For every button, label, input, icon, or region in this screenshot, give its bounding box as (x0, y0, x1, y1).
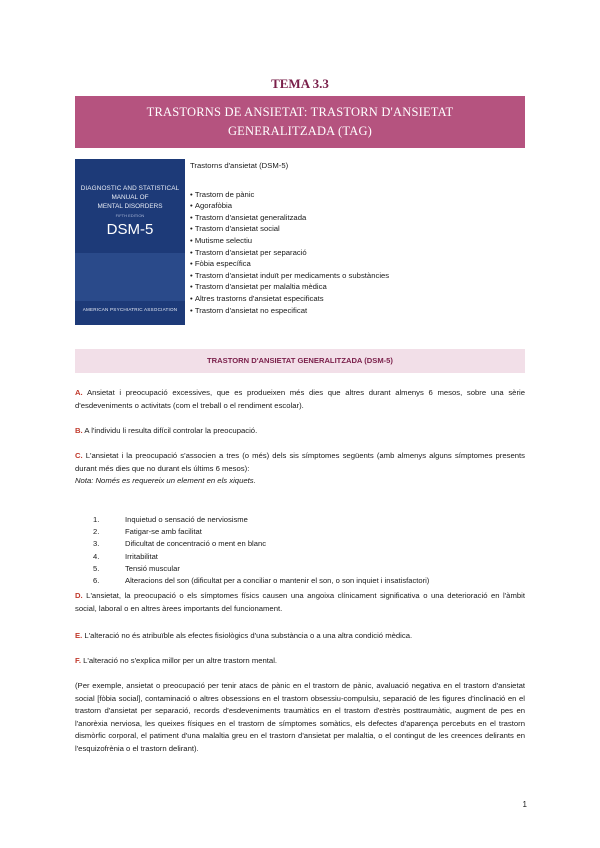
symptom-text: Alteracions del son (dificultat per a conciliar o mantenir el son, o son inquiet i insatisfactori) (125, 576, 430, 586)
list-heading: Trastorns d'ansietat (DSM-5) (190, 161, 289, 170)
symptom-item (93, 526, 513, 538)
criterion-letter: E. (75, 631, 83, 640)
criterion-d (75, 590, 525, 615)
book-cover-publisher: AMERICAN PSYCHIATRIC ASSOCIATION (82, 307, 178, 312)
book-cover-line-2: MANUAL OF (111, 194, 149, 201)
book-cover-title: DSM-5 (106, 221, 154, 238)
symptom-text: Irritabilitat (125, 551, 158, 561)
title-banner (75, 96, 525, 148)
symptom-number: 6. (93, 576, 100, 586)
page-number: 1 (522, 800, 527, 809)
criterion-text: L'ansietat i la preocupació s'associen a tres (o més) dels sis símptomes següents (amb almenys alguns símptomes presents durant més dies que no durant els últims 6 mesos): (75, 451, 525, 473)
book-cover-band (75, 253, 185, 301)
list-item: • Altres trastorns d'ansietat especificats (190, 293, 525, 305)
book-cover-line-3: MENTAL DISORDERS (97, 203, 163, 210)
symptom-number: 2. (93, 527, 100, 537)
symptom-number: 1. (93, 515, 100, 524)
list-item: • Trastorn d'ansietat per separació (190, 247, 525, 259)
criterion-text: L'alteració no s'explica millor per un altre trastorn mental. (80, 656, 278, 665)
symptom-item (93, 575, 513, 587)
symptom-item (93, 563, 513, 575)
disorders-list (190, 189, 525, 317)
list-item: • Trastorn de pànic (190, 189, 525, 201)
symptom-item (93, 514, 513, 526)
symptom-text: Inquietud o sensació de nerviosisme (125, 515, 248, 524)
symptom-number: 3. (93, 539, 100, 549)
criterion-f (75, 655, 525, 668)
criterion-letter: B. (75, 426, 83, 435)
symptom-number: 5. (93, 563, 100, 573)
criterion-letter: D. (75, 591, 83, 600)
banner-line-2: GENERALITZADA (TAG) (227, 124, 373, 138)
criterion-note: Nota: Només es requereix un element en els xiquets. (75, 476, 256, 486)
list-item: • Trastorn d'ansietat social (190, 223, 525, 235)
anxiety-disorders-list (190, 160, 525, 316)
list-item: • Mutisme selectiu (190, 235, 525, 247)
criterion-a (75, 387, 525, 412)
criterion-letter: F. (75, 656, 81, 665)
list-item: • Trastorn d'ansietat induït per medicaments o substàncies (190, 270, 525, 282)
symptom-item (93, 538, 513, 550)
criterion-letter: C. (75, 451, 83, 460)
criterion-examples: (Per exemple, ansietat o preocupació per tenir atacs de pànic en el trastorn de pànic, avaluació negativa en el trastorn d'ansietat social [fòbia social], contaminació o altres obsessions en el trastorn obsessiu-compulsiu, separació de les figures d'inclinació en el trastorn d'ansietat per separació, records d'esdeveniments traumàtics en el trastorn d'estrès posttraumàtic, augment de pes en l'anorèxia nerviosa, les queixes físiques en el trastorn de símptomes somàtics, els defectes d'aparença percebuts en el trastorn dismòrfic corporal, el patiment d'una malaltia greu en el trastorn d'ansietat per malaltia, o el contingut de les creences delirants en l'esquizofrènia o el trastorn delirant). (75, 681, 525, 753)
list-item: • Agorafòbia (190, 200, 525, 212)
list-item: • Trastorn d'ansietat generalitzada (190, 212, 525, 224)
list-item: • Trastorn d'ansietat no especificat (190, 305, 525, 317)
symptom-text: Dificultat de concentració o ment en blanc (125, 539, 266, 549)
criterion-e (75, 630, 525, 643)
list-item: • Fòbia específica (190, 258, 525, 270)
symptom-text: Fatigar-se amb facilitat (125, 527, 202, 537)
banner-line-1: TRASTORNS DE ANSIETAT: TRASTORN D'ANSIETAT (146, 105, 454, 119)
criterion-letter: A. (75, 388, 83, 397)
page-title: TEMA 3.3 (271, 76, 329, 91)
criterion-text: A l'individu li resulta difícil controlar la preocupació. (82, 426, 258, 435)
criterion-b (75, 425, 525, 438)
section-heading: TRASTORN D'ANSIETAT GENERALITZADA (DSM-5) (75, 349, 525, 373)
symptoms-list (93, 514, 513, 587)
symptom-text: Tensió muscular (125, 563, 180, 573)
criterion-text: Ansietat i preocupació excessives, que es produeixen més dies que altres durant almenys 6 mesos, sobre una sèrie d'esdeveniments o activitats (com el treball o el rendiment escolar). (75, 388, 525, 410)
criterion-text: L'alteració no és atribuïble als efectes fisiològics d'una substància o a una altra condició mèdica. (82, 631, 413, 640)
symptom-number: 4. (93, 551, 100, 561)
criterion-c (75, 450, 525, 488)
symptom-item (93, 551, 513, 563)
book-cover-line-1: DIAGNOSTIC AND STATISTICAL (80, 185, 180, 192)
dsm5-book-cover (75, 159, 185, 325)
list-item: • Trastorn d'ansietat per malaltia mèdica (190, 281, 525, 293)
book-cover-edition: FIFTH EDITION (115, 213, 145, 218)
criterion-text: L'ansietat, la preocupació o els símptomes físics causen una angoixa clínicament significativa o una deterioració en l'àmbit social, laboral o en altres àrees importants del funcionament. (75, 591, 525, 613)
